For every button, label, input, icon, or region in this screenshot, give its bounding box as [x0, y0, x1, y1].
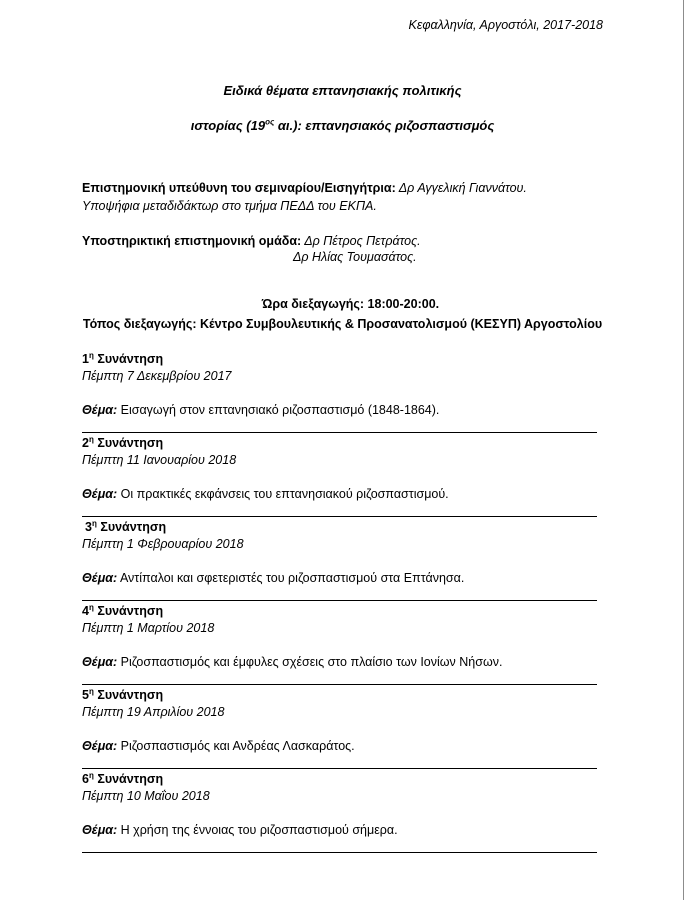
- title-line-2-post: αι.): επτανησιακός ριζοσπαστισμός: [274, 118, 495, 133]
- separator-line: [82, 600, 597, 601]
- session-2-topic: [82, 487, 449, 501]
- place-line: Τόπος διεξαγωγής: Κέντρο Συμβουλευτικής & Προσανατολισμού (ΚΕΣΥΠ) Αργοστολίου: [82, 317, 603, 331]
- session-3-date: Πέμπτη 1 Φεβρουαρίου 2018: [82, 537, 244, 551]
- session-2-heading: [82, 436, 163, 450]
- session-2-date: Πέμπτη 11 Ιανουαρίου 2018: [82, 453, 237, 467]
- session-1-topic: [82, 403, 439, 417]
- topic-label: Θέμα:: [82, 823, 118, 837]
- topic-label: Θέμα:: [82, 655, 118, 669]
- session-number: 1: [82, 352, 89, 366]
- session-number: 5: [82, 688, 89, 702]
- separator-line: [82, 516, 597, 517]
- topic-text: Αντίπαλοι και σφετεριστές του ριζοσπαστισμού στα Επτάνησα.: [117, 571, 465, 585]
- page-border: [683, 0, 684, 900]
- session-1-heading: [82, 352, 163, 366]
- topic-text: Η χρήση της έννοιας του ριζοσπαστισμού σήμερα.: [117, 823, 398, 837]
- topic-text: Εισαγωγή στον επτανησιακό ριζοσπαστισμό (1848-1864).: [117, 403, 440, 417]
- topic-label: Θέμα:: [82, 487, 118, 501]
- topic-text: Οι πρακτικές εκφάνσεις του επτανησιακού ριζοσπαστισμού.: [117, 487, 449, 501]
- session-6-topic: [82, 823, 398, 837]
- session-superscript: η: [88, 770, 94, 780]
- session-5-topic: [82, 739, 355, 753]
- session-number: 4: [82, 604, 89, 618]
- session-superscript: η: [88, 350, 94, 360]
- time-line: Ώρα διεξαγωγής: 18:00-20:00.: [261, 297, 440, 311]
- separator-line: [82, 684, 597, 685]
- title-line-2-pre: ιστορίας (19: [190, 118, 266, 133]
- session-superscript: η: [88, 434, 94, 444]
- location-date: Κεφαλληνία, Αργοστόλι, 2017-2018: [408, 18, 603, 32]
- session-label: Συνάντηση: [96, 520, 167, 534]
- coordinator-line: [82, 181, 527, 195]
- session-superscript: η: [88, 686, 94, 696]
- session-number: 3: [85, 520, 92, 534]
- coordinator-affiliation: Υποψήφια μεταδιδάκτωρ στο τμήμα ΠΕΔΔ του ΕΚΠΑ.: [82, 199, 377, 213]
- support-team-line: [82, 234, 421, 248]
- session-label: Συνάντηση: [93, 604, 164, 618]
- topic-text: Ριζοσπαστισμός και Ανδρέας Λασκαράτος.: [117, 739, 355, 753]
- session-superscript: η: [88, 602, 94, 612]
- session-4-topic: [82, 655, 502, 669]
- session-6-heading: [82, 772, 163, 786]
- session-3-topic: [82, 571, 464, 585]
- session-5-heading: [82, 688, 163, 702]
- session-label: Συνάντηση: [93, 688, 164, 702]
- title-superscript: ος: [265, 117, 275, 127]
- topic-text: Ριζοσπαστισμός και έμφυλες σχέσεις στο πλαίσιο των Ιονίων Νήσων.: [117, 655, 503, 669]
- session-5-date: Πέμπτη 19 Απριλίου 2018: [82, 705, 225, 719]
- topic-label: Θέμα:: [82, 739, 118, 753]
- title-line-2: [0, 118, 685, 133]
- topic-label: Θέμα:: [82, 403, 118, 417]
- title-line-1: Ειδικά θέματα επτανησιακής πολιτικής: [223, 83, 462, 98]
- session-3-heading: [85, 520, 166, 534]
- topic-label: Θέμα:: [82, 571, 118, 585]
- coordinator-name: Δρ Αγγελική Γιαννάτου.: [395, 181, 527, 195]
- support-member-1: Δρ Πέτρος Πετράτος.: [301, 234, 421, 248]
- session-label: Συνάντηση: [93, 436, 164, 450]
- session-1-date: Πέμπτη 7 Δεκεμβρίου 2017: [82, 369, 232, 383]
- support-member-2: Δρ Ηλίας Τουμασάτος.: [293, 250, 417, 264]
- session-label: Συνάντηση: [93, 772, 164, 786]
- separator-line: [82, 432, 597, 433]
- session-6-date: Πέμπτη 10 Μαΐου 2018: [82, 789, 210, 803]
- separator-line: [82, 852, 597, 853]
- session-number: 6: [82, 772, 89, 786]
- separator-line: [82, 768, 597, 769]
- support-team-label: Υποστηρικτική επιστημονική ομάδα:: [82, 234, 302, 248]
- session-number: 2: [82, 436, 89, 450]
- coordinator-label: Επιστημονική υπεύθυνη του σεμιναρίου/Εισηγήτρια:: [82, 181, 396, 195]
- session-4-date: Πέμπτη 1 Μαρτίου 2018: [82, 621, 215, 635]
- session-label: Συνάντηση: [93, 352, 164, 366]
- session-4-heading: [82, 604, 163, 618]
- session-superscript: η: [91, 518, 97, 528]
